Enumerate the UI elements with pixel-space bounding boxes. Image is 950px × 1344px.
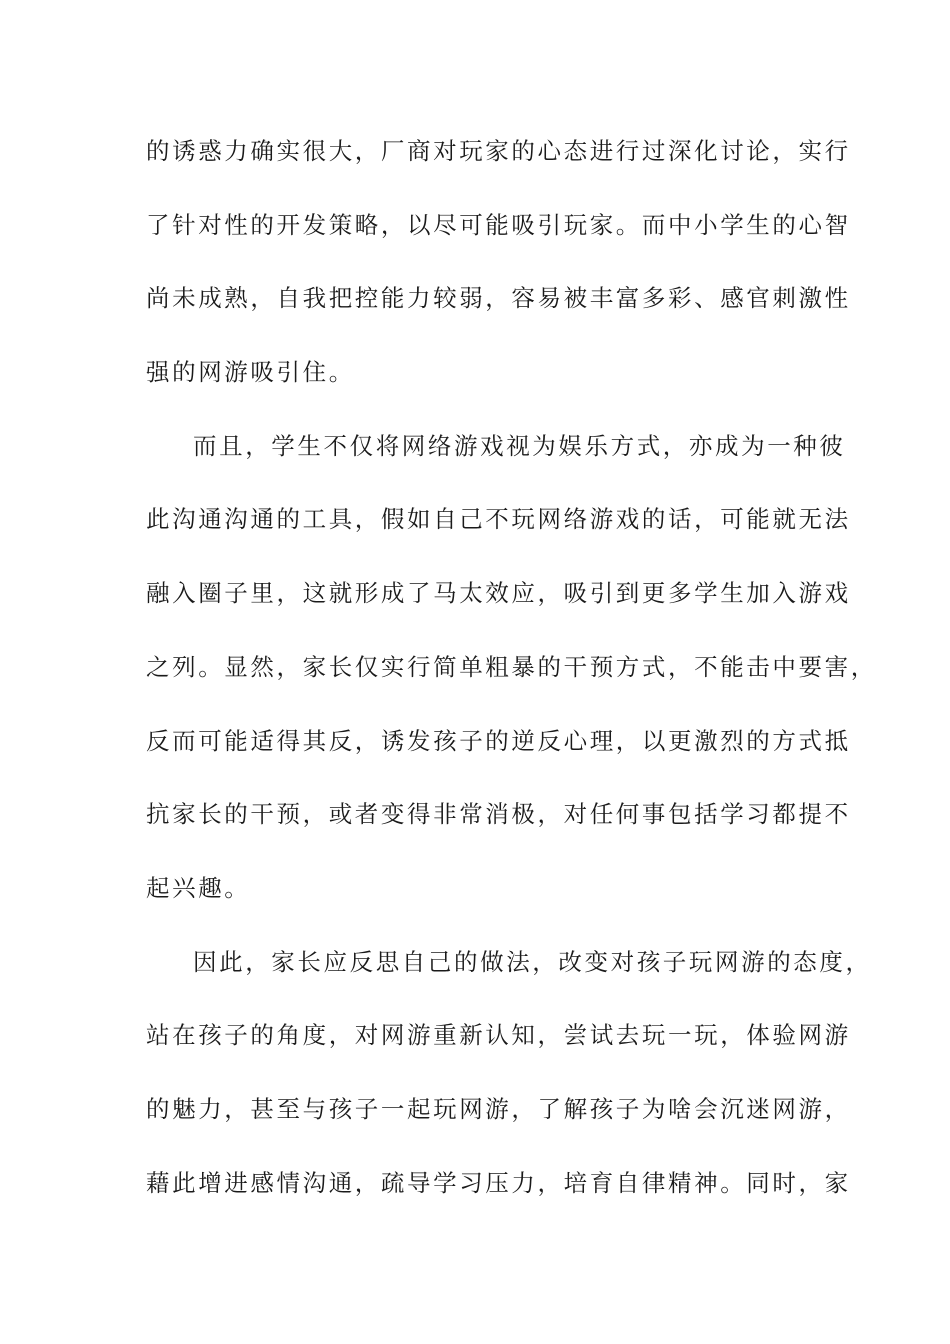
- text-line: 了针对性的开发策略，以尽可能吸引玩家。而中小学生的心智: [146, 210, 851, 239]
- text-line: 的魅力，甚至与孩子一起玩网游，了解孩子为啥会沉迷网游，: [146, 1094, 851, 1123]
- body-text: [146, 126, 877, 1231]
- text-line: 抗家长的干预，或者变得非常消极，对任何事包括学习都提不: [146, 800, 851, 829]
- text-line: 融入圈子里，这就形成了马太效应，吸引到更多学生加入游戏: [146, 579, 851, 608]
- text-line: 的诱惑力确实很大，厂商对玩家的心态进行过深化讨论，实行: [146, 137, 851, 165]
- text-line: 藉此增进感情沟通，疏导学习压力，培育自律精神。同时，家: [146, 1168, 851, 1197]
- text-line: 站在孩子的角度，对网游重新认知，尝试去玩一玩，体验网游: [146, 1021, 851, 1050]
- paragraph-start-line: 因此，家长应反思自己的做法，改变对孩子玩网游的态度，: [193, 947, 872, 976]
- text-line: 之列。显然，家长仅实行简单粗暴的干预方式，不能击中要害，: [146, 652, 877, 681]
- text-line: 起兴趣。: [146, 873, 251, 902]
- text-line: 强的网游吸引住。: [146, 358, 355, 387]
- text-line: 反而可能适得其反，诱发孩子的逆反心理，以更激烈的方式抵: [146, 726, 851, 755]
- text-line: 此沟通沟通的工具，假如自己不玩网络游戏的话，可能就无法: [146, 505, 851, 534]
- paragraph-start-line: 而且，学生不仅将网络游戏视为娱乐方式，亦成为一种彼: [193, 431, 846, 460]
- text-line: 尚未成熟，自我把控能力较弱，容易被丰富多彩、感官刺激性: [146, 284, 851, 313]
